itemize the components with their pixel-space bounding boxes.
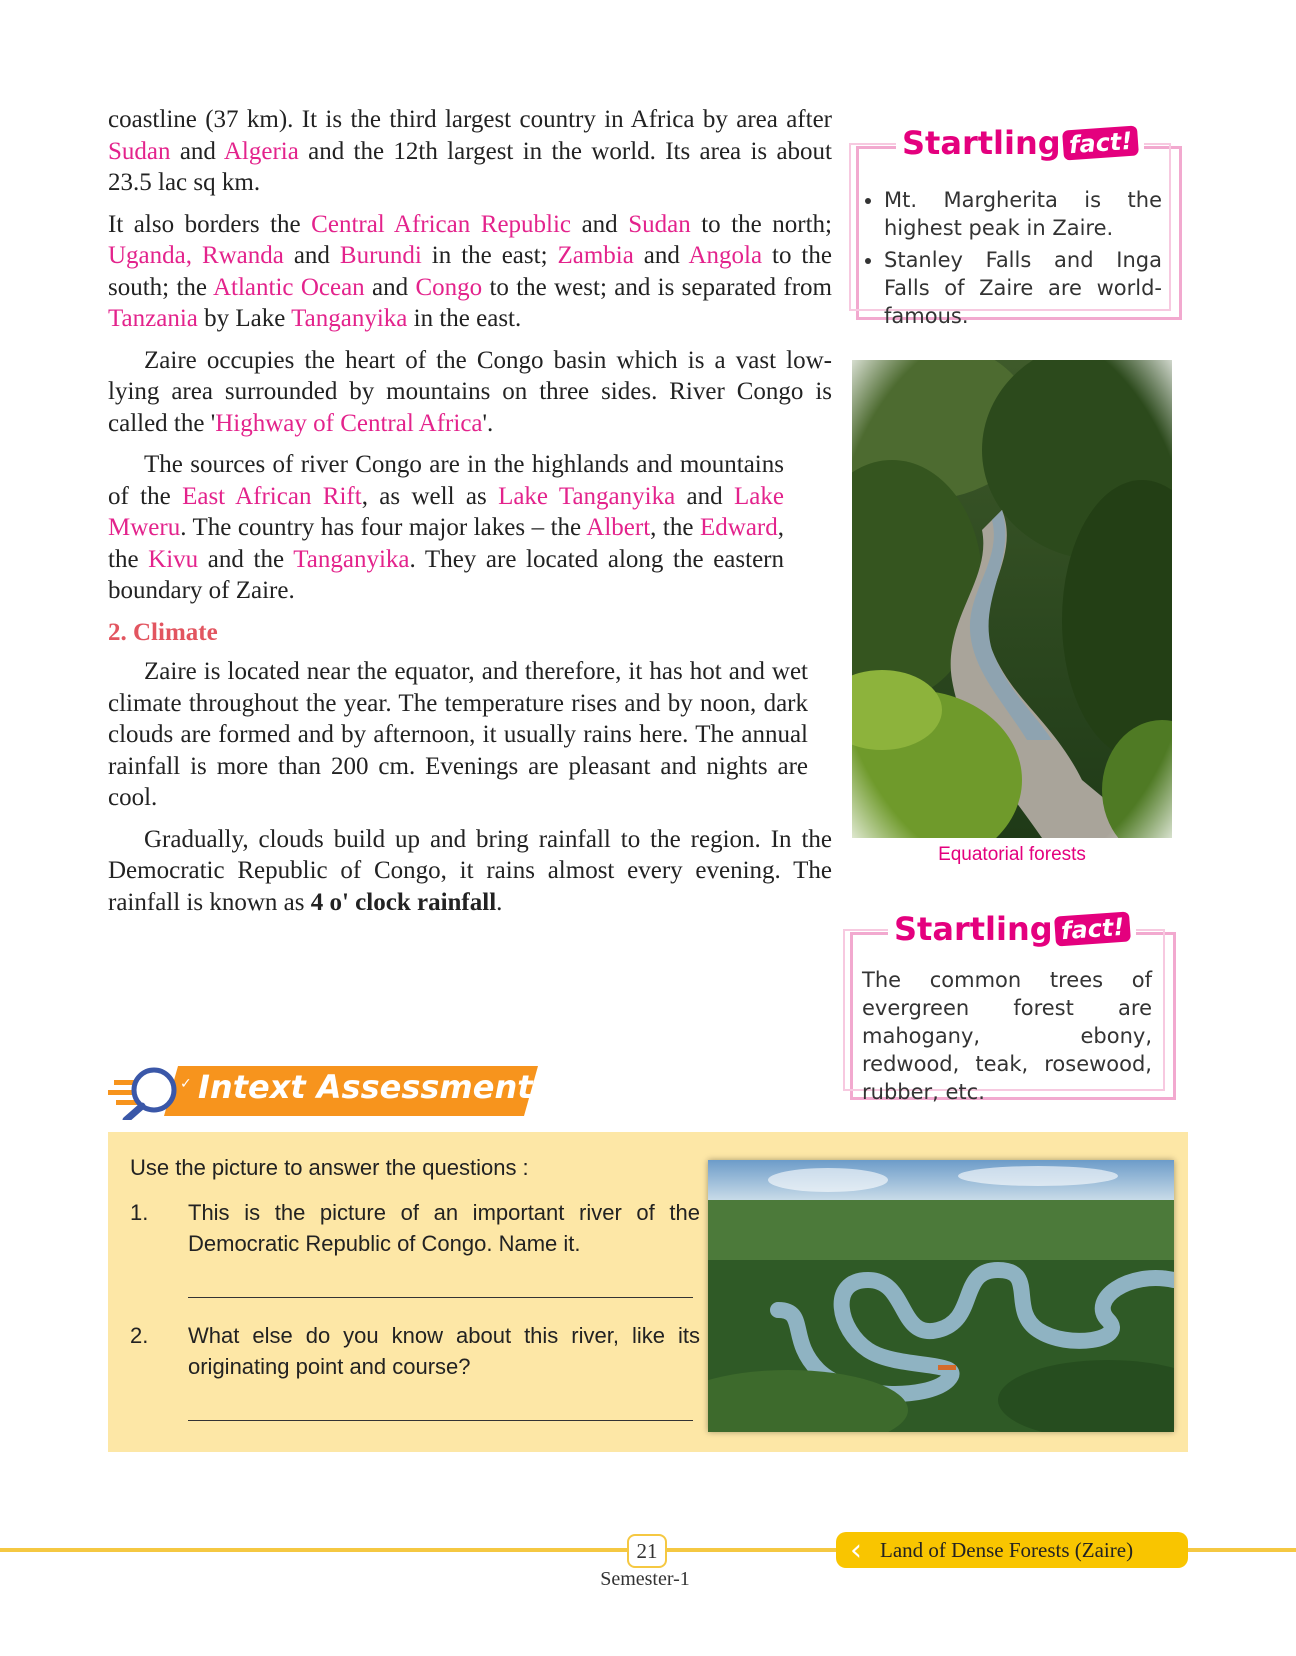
main-text xyxy=(108,104,832,928)
question-text: This is the picture of an important river of the Democratic Republic of Congo. Name it. xyxy=(188,1200,700,1256)
fact1-list xyxy=(862,186,1162,334)
paragraph-borders: It also borders the Central African Republic and Sudan to the north; Uganda, Rwanda and Burundi in the east; Zambia and Angola to the south; the Atlantic Ocean and Congo to the west; and is separated from Tanzania by Lake Tanganyika in the east. xyxy=(108,210,832,332)
question-number: 1. xyxy=(130,1200,149,1225)
assessment-intro: Use the picture to answer the questions : xyxy=(130,1155,529,1180)
highlight-sudan: Sudan xyxy=(108,137,171,165)
chapter-tab[interactable] xyxy=(836,1532,1188,1568)
startling-fact-title-1: Startling fact! xyxy=(896,124,1144,162)
fact2-text: The common trees of evergreen forest are mahogany, ebony, redwood, teak, rosewood, rubber, etc. xyxy=(862,968,1152,1104)
forest-river-image xyxy=(852,360,1172,838)
fact1-item: • Mt. Margherita is the highest peak in Zaire. xyxy=(884,186,1162,242)
climate-heading: 2. Climate xyxy=(108,618,218,646)
question-1 xyxy=(130,1197,700,1259)
chapter-title: Land of Dense Forests (Zaire) xyxy=(880,1537,1134,1562)
fact-badge: fact! xyxy=(1062,125,1139,160)
paragraph-area: coastline (37 km). It is the third largest country in Africa by area after Sudan and Algeria and the 12th largest in the world. Its area is about 23.5 lac sq km. xyxy=(108,106,832,196)
page-number: 21 xyxy=(627,1534,667,1568)
equatorial-forest-photo xyxy=(852,360,1172,838)
answer-line-1[interactable] xyxy=(188,1285,693,1298)
bold-term: 4 o' clock rainfall xyxy=(310,888,497,916)
chevron-left-icon[interactable]: ‹ xyxy=(850,1532,862,1568)
answer-line-2[interactable] xyxy=(188,1408,693,1421)
photo-caption: Equatorial forests xyxy=(938,844,1086,865)
svg-text:✓: ✓ xyxy=(180,1076,192,1092)
congo-river-aerial-photo xyxy=(708,1160,1174,1432)
paragraph-basin: Zaire occupies the heart of the Congo basin which is a vast low-lying area surrounded by mountains on three sides. River Congo is called the 'Highway of Central Africa'. xyxy=(108,346,832,437)
river-aerial-image xyxy=(708,1160,1174,1432)
fact-badge: fact! xyxy=(1054,911,1131,946)
question-text: What else do you know about this river, like its originating point and course? xyxy=(188,1323,700,1379)
highlight-algeria: Algeria xyxy=(223,137,299,165)
paragraph-sources: The sources of river Congo are in the highlands and mountains of the East African Rift, as well as Lake Tanganyika and Lake Mweru. The country has four major lakes – the Albert, the Edward, the Kivu and the Tanganyika. They are located along the eastern boundary of Zaire. xyxy=(108,451,784,604)
question-number: 2. xyxy=(130,1323,149,1348)
semester-label: Semester-1 xyxy=(600,1568,690,1590)
question-2 xyxy=(130,1320,700,1382)
fact1-item: • Stanley Falls and Inga Falls of Zaire are world-famous. xyxy=(884,246,1162,330)
paragraph-climate: Zaire is located near the equator, and therefore, it has hot and wet climate throughout the year. The temperature rises and by noon, dark clouds are formed and by afternoon, it usually rains here. The annual rainfall is more than 200 cm. Evenings are pleasant and nights are cool. xyxy=(108,658,808,811)
startling-fact-title-2: Startling fact! xyxy=(888,910,1136,948)
paragraph-rainfall: Gradually, clouds build up and bring rainfall to the region. In the Democratic Republic of Congo, it rains almost every evening. The rainfall is known as 4 o' clock rainfall. xyxy=(108,825,832,916)
assessment-title: Intext Assessment xyxy=(198,1068,533,1106)
assessment-questions xyxy=(130,1152,700,1421)
